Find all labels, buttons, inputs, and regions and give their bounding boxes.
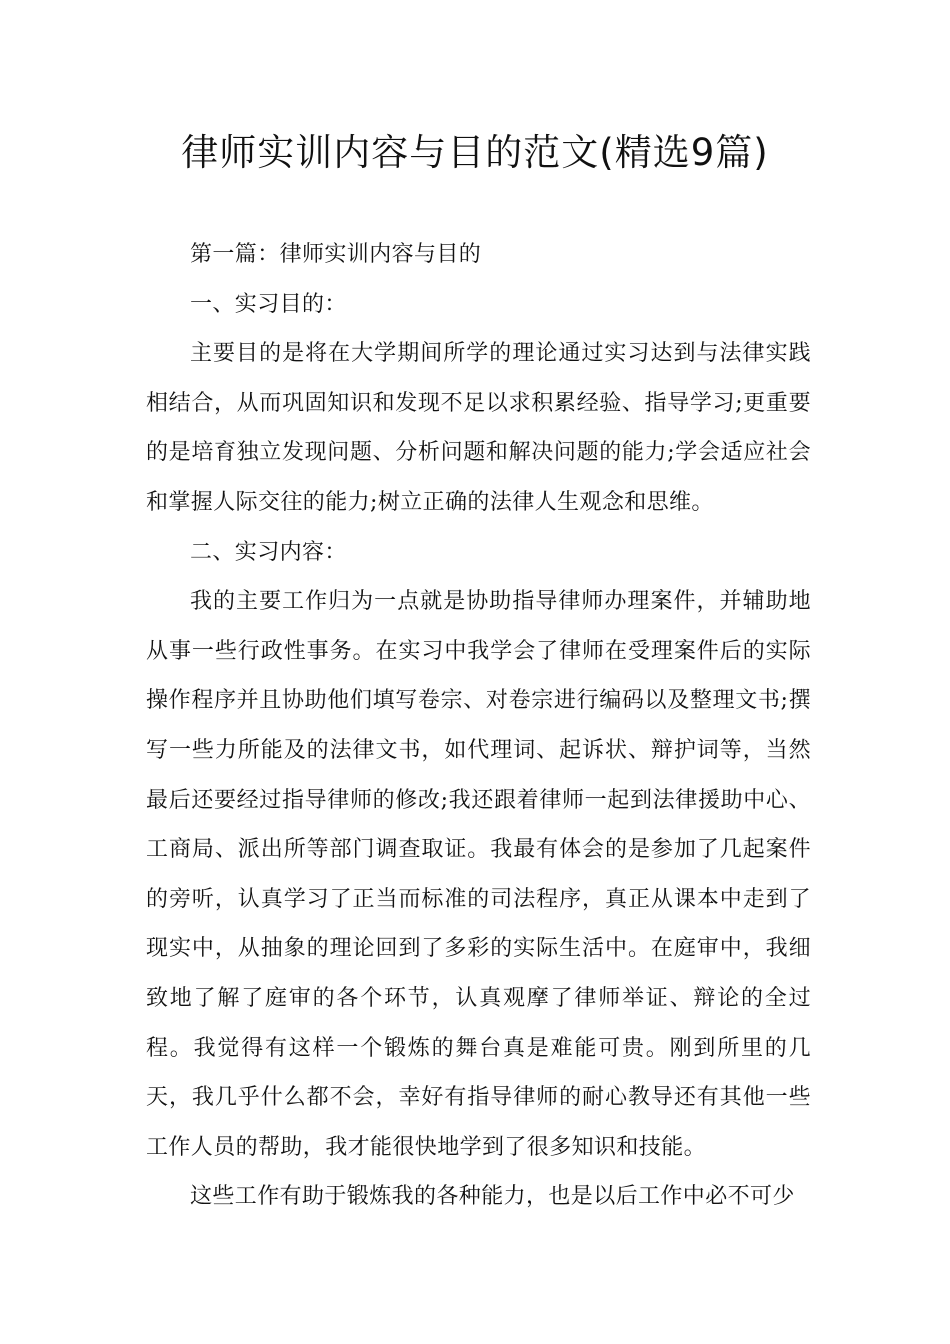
paragraph-purpose: 主要目的是将在大学期间所学的理论通过实习达到与法律实践相结合，从而巩固知识和发现不足以求积累经验、指导学习;更重要的是培育独立发现问题、分析问题和解决问题的能力;学会适应社会和掌握人际交往的能力;树立正确的法律人生观念和思维。 <box>146 341 811 515</box>
document-body <box>146 230 811 1222</box>
paragraph-section-heading-purpose: 一、实习目的： <box>190 291 347 317</box>
paragraph-section-heading-content: 二、实习内容： <box>190 539 347 565</box>
document-title: 律师实训内容与目的范文(精选9篇) <box>181 131 769 174</box>
paragraph-content: 我的主要工作归为一点就是协助指导律师办理案件，并辅助地从事一些行政性事务。在实习中我学会了律师在受理案件后的实际操作程序并且协助他们填写卷宗、对卷宗进行编码以及整理文书;撰写一些力所能及的法律文书，如代理词、起诉状、辩护词等，当然最后还要经过指导律师的修改;我还跟着律师一起到法律援助中心、工商局、派出所等部门调查取证。我最有体会的是参加了几起案件的旁听，认真学习了正当而标准的司法程序，真正从课本中走到了现实中，从抽象的理论回到了多彩的实际生活中。在庭审中，我细致地了解了庭审的各个环节，认真观摩了律师举证、辩论的全过程。我觉得有这样一个锻炼的舞台真是难能可贵。刚到所里的几天，我几乎什么都不会，幸好有指导律师的耐心教导还有其他一些工作人员的帮助，我才能很快地学到了很多知识和技能。 <box>146 589 811 1160</box>
paragraph-continuation: 这些工作有助于锻炼我的各种能力，也是以后工作中必不可少 <box>190 1184 795 1210</box>
paragraph-chapter-heading: 第一篇：律师实训内容与目的 <box>190 242 482 267</box>
